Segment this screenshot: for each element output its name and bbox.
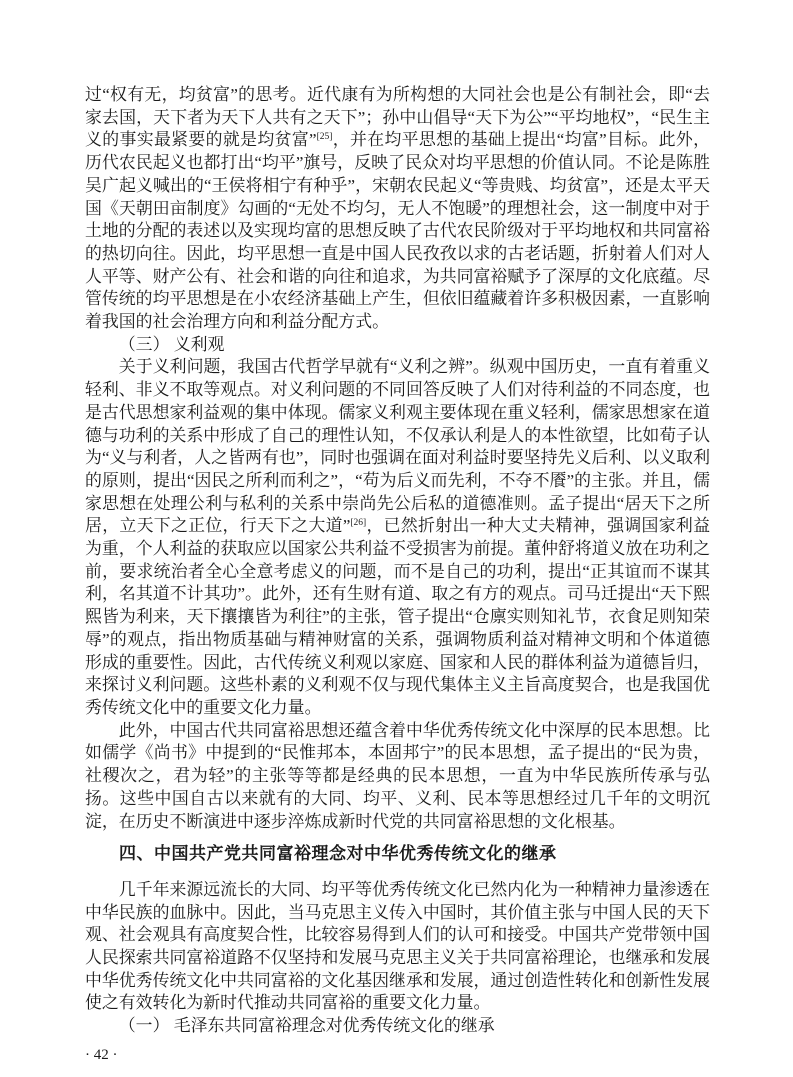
footnote-reference: [26] [350,518,367,529]
paragraph-cpc-inheritance: 几千年来源远流长的大同、均平等优秀传统文化已然内化为一种精神力量渗透在中华民族的血脉中。因此，当马克思主义传入中国时，其价值主张与中国人民的天下观、社会观具有高度契合性，比较容易得到人们的认可和接受。中国共产党带领中国人民探索共同富裕道路不仅坚持和发展马克思主义关于共同富裕理论，也继承和发展中华优秀传统文化中共同富裕的文化基因继承和发展，通过创造性转化和创新性发展使之有效转化为新时代推动共同富裕的重要文化力量。 [85,879,710,1013]
heading-section-four: 四、中国共产党共同富裕理念对中华优秀传统文化的继承 [119,844,557,864]
heading-mao-subsection: （一） 毛泽东共同富裕理念对优秀传统文化的继承 [118,1016,495,1036]
paragraph-yili-view: 关于义利问题，我国古代哲学早就有“义利之辨”。纵观中国历史，一直有着重义轻利、非义不取等观点。对义利问题的不同回答反映了人们对待利益的不同态度，也是古代思想家利益观的集中体现。儒家义利观主要体现在重义轻利，儒家思想家在道德与功利的关系中形成了自己的理性认知，不仅承认利是人的本性欲望，比如荀子认为“义与利者，人之皆两有也”，同时也强调在面对利益时要坚持先义后利、以义取利的原则，提出“因民之所利而利之”，“苟为后义而先利，不夺不餍”的主张。并且，儒家思想在处理公利与私利的关系中崇尚先公后私的道德准则。孟子提出“居天下之所居，立天下之正位，行天下之大道”[26]，已然折射出一种大丈夫精神，强调国家利益为重，个人利益的获取应以国家公共利益不受损害为前提。董仲舒将道义放在功利之前，要求统治者全心全意考虑义的问题，而不是自己的功利，提出“正其谊而不谋其利，名其道不计其功”。此外，还有生财有道、取之有方的观点。司马迁提出“天下熙熙皆为利来，天下攘攘皆为利往”的主张，管子提出“仓廪实则知礼节，衣食足则知荣辱”的观点，指出物质基础与精神财富的关系，强调物质利益对精神文明和个体道德形成的重要性。因此，古代传统义利观以家庭、国家和人民的群体利益为道德旨归，来探讨义利问题。这些朴素的义利观不仅与现代集体主义主旨高度契合，也是我国优秀传统文化中的重要文化力量。 [85,357,710,717]
heading-yili-view: （三） 义利观 [118,334,225,354]
paragraph-minben-thought: 此外，中国古代共同富裕思想还蕴含着中华优秀传统文化中深厚的民本思想。比如儒学《尚书》中提到的“民惟邦本，本固邦宁”的民本思想，孟子提出的“民为贵，社稷次之，君为轻”的主张等等都是经典的民本思想，一直为中华民族所传承与弘扬。这些中国自古以来就有的大同、均平、义利、民本等思想经过几千年的文明沉淀，在历史不断演进中逐步淬炼成新时代党的共同富裕思想的文化根基。 [85,720,710,831]
page-number: · 42 · [85,1046,118,1063]
footnote-reference: [25] [316,132,333,143]
paragraph-junping-continuation: 过“权有无，均贫富”的思考。近代康有为所构想的大同社会也是公有制社会，即“去家去国，天下者为天下人共有之天下”；孙中山倡导“天下为公”“平均地权”，“民生主义的事实最紧要的就是均贫富”[25]，并在均平思想的基础上提出“均富”目标。此外，历代农民起义也都打出“均平”旗号，反映了民众对均平思想的价值认同。不论是陈胜吴广起义喊出的“王侯将相宁有种乎”，宋朝农民起义“等贵贱、均贫富”，还是太平天国《天朝田亩制度》勾画的“无处不均匀，无人不饱暖”的理想社会，这一制度中对于土地的分配的表述以及实现均富的思想反映了古代农民阶级对于平均地权和共同富裕的热切向往。因此，均平思想一直是中国人民孜孜以求的古老话题，折射着人们对人人平等、财产公有、社会和谐的向往和追求，为共同富裕赋予了深厚的文化底蕴。尽管传统的均平思想是在小农经济基础上产生，但依旧蕴藏着许多积极因素，一直影响着我国的社会治理方向和利益分配方式。 [85,85,711,332]
